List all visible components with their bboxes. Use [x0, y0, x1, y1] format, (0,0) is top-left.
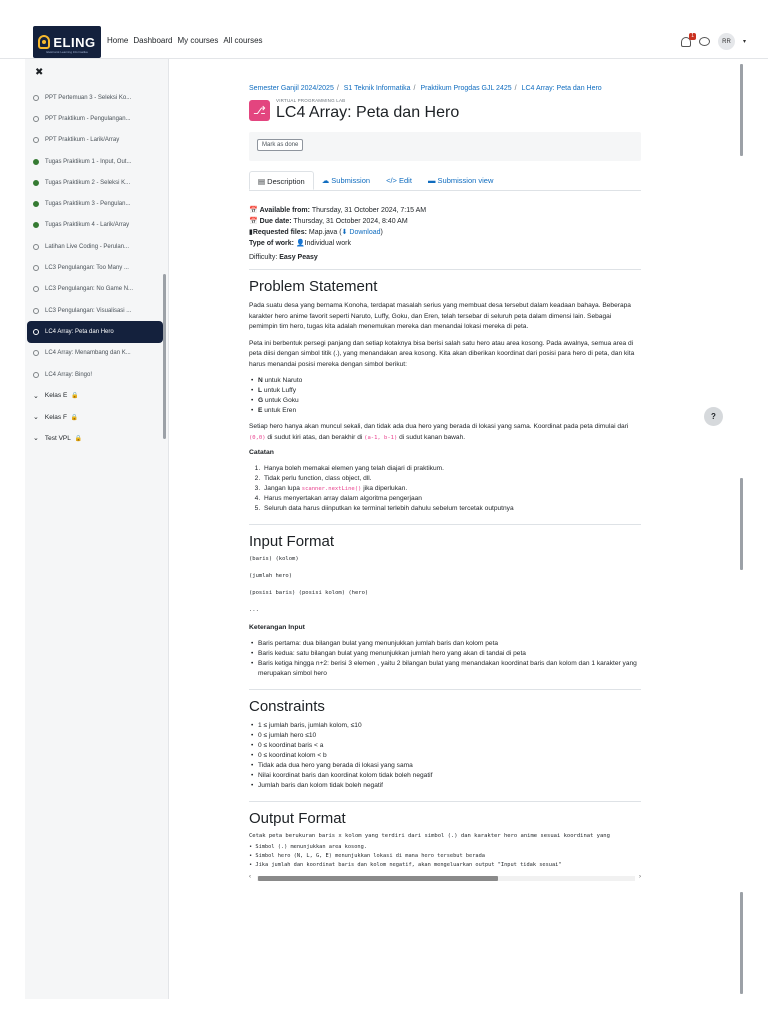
breadcrumb: Semester Ganjil 2024/2025 / S1 Teknik Informatika / Praktikum Progdas GJL 2425 / LC4 Array: Peta dan Hero	[249, 85, 602, 92]
sidebar-activity-item[interactable]	[25, 343, 165, 364]
incomplete-circle-icon	[33, 372, 39, 378]
calendar-icon: 📅	[249, 207, 260, 214]
input-notes-list	[249, 639, 641, 679]
sidebar-item-label: LC4 Array: Menambang dan K...	[45, 350, 131, 357]
page-scrollbar[interactable]	[740, 64, 743, 994]
incomplete-circle-icon	[33, 244, 39, 250]
calendar-check-icon: 📅	[249, 218, 260, 225]
constraint-item: • 1 ≤ jumlah baris, jumlah kolom, ≤10	[249, 721, 641, 731]
lock-icon: 🔒	[74, 435, 83, 442]
output-note-item: • Jika jumlah dan koordinat baris dan kolom negatif, akan mengeluarkan output "Input tidak sesuai"	[249, 862, 562, 868]
download-link[interactable]: ⬇ Download	[341, 229, 381, 236]
hero-symbol-item: • L untuk Luffy	[249, 386, 641, 396]
logo-text: ELING	[53, 34, 96, 50]
hero-symbol-item: • G untuk Goku	[249, 396, 641, 406]
tab-description-label: Description	[267, 177, 305, 186]
output-description: Cetak peta berukuran baris x kolom yang terdiri dari simbol (.) dan karakter hero anime sesuai koordinat yang	[249, 833, 610, 839]
available-from-row: 📅 Available from: Thursday, 31 October 2024, 7:15 AM	[249, 207, 427, 214]
chevron-down-icon[interactable]: ⌄	[33, 435, 39, 443]
incomplete-circle-icon	[33, 350, 39, 356]
tab-submission-view-label: Submission view	[437, 176, 494, 185]
sidebar-activity-item[interactable]	[27, 321, 163, 342]
completion-area	[249, 132, 641, 161]
input-line: ...	[249, 607, 259, 613]
primary-navigation	[107, 36, 263, 45]
sidebar-item-label: LC4 Array: Peta dan Hero	[45, 328, 114, 335]
sidebar-item-label: LC3 Pengulangan: Visualisasi ...	[45, 307, 132, 314]
hero-symbol-item: • N untuk Naruto	[249, 376, 641, 386]
sidebar-activity-item[interactable]	[25, 257, 165, 278]
incomplete-circle-icon	[33, 286, 39, 292]
breadcrumb-activity[interactable]: LC4 Array: Peta dan Hero	[521, 85, 602, 92]
course-index-list	[25, 87, 165, 449]
sidebar-activity-item[interactable]	[25, 215, 165, 236]
incomplete-circle-icon	[33, 95, 39, 101]
close-drawer-icon[interactable]: ✖	[35, 67, 44, 78]
input-note-item: • Baris ketiga hingga n+2: berisi 3 elemen , yaitu 2 bilangan bulat yang menandakan koordinat baris dan kolom dan 1 karakter yang merupakan simbol hero	[249, 659, 641, 679]
sidebar-section-label: Test VPL	[44, 434, 71, 442]
tab-edit[interactable]	[378, 171, 420, 190]
user-avatar[interactable]: RR	[718, 33, 735, 50]
course-index-drawer	[25, 59, 169, 999]
notification-bell-icon[interactable]	[681, 32, 694, 47]
nav-home[interactable]: Home	[107, 36, 129, 45]
note-item: 2. Tidak perlu function, class object, dll.	[262, 474, 641, 484]
activity-info	[249, 205, 641, 249]
constraint-item: • Tidak ada dua hero yang berada di lokasi yang sama	[249, 761, 641, 771]
download-icon: ⬇	[341, 229, 350, 236]
sidebar-activity-item[interactable]	[25, 108, 165, 129]
description-icon: ▤	[258, 177, 268, 186]
cloud-upload-icon: ☁	[321, 176, 332, 185]
tab-submission-view[interactable]	[420, 171, 501, 190]
sidebar-section-label: Kelas F	[44, 413, 67, 421]
hero-symbol-list	[249, 376, 641, 416]
input-line: (jumlah hero)	[249, 573, 293, 579]
sidebar-activity-item[interactable]	[25, 364, 165, 385]
nav-dashboard[interactable]: Dashboard	[133, 36, 173, 45]
sidebar-item-label: LC3 Pengulangan: No Game N...	[45, 286, 134, 293]
type-of-work-row: Type of work: 👤Individual work	[249, 240, 351, 247]
breadcrumb-semester[interactable]: Semester Ganjil 2024/2025	[249, 85, 334, 92]
output-note-item: • Simbol (.) menunjukkan area kosong.	[249, 844, 367, 850]
constraints-heading: Constraints	[249, 698, 325, 715]
incomplete-circle-icon	[33, 308, 39, 314]
sidebar-section[interactable]	[25, 406, 165, 427]
archive-icon: ▬	[427, 176, 438, 185]
input-notes-heading: Keterangan Input	[249, 624, 305, 631]
sidebar-activity-item[interactable]	[25, 193, 165, 214]
problem-paragraph-2: Peta ini berbentuk persegi panjang dan setiap kotaknya bisa berisi salah satu hero atau area kosong. Pada awalnya, semua area di peta diisi dengan simbol titik (.), yang menandakan area kosong. Kita akan diberikan koordinat dari posisi para hero di peta, dan kita harus menandai posisi mereka dengan simbol berikut:	[249, 339, 635, 368]
note-item: 3. Jangan lupa scanner.nextLine() jika diperlukan.	[262, 484, 641, 494]
main-content	[249, 85, 641, 883]
sidebar-item-label: PPT Praktikum - Pengulangan...	[45, 115, 131, 122]
note-item: 4. Harus menyertakan array dalam algoritma pengerjaan	[262, 494, 641, 504]
incomplete-circle-icon	[33, 265, 39, 271]
code-icon: </>	[386, 176, 399, 185]
notes-list	[262, 464, 641, 514]
help-button[interactable]: ?	[704, 407, 723, 426]
sidebar-section[interactable]	[25, 428, 165, 449]
input-format-heading: Input Format	[249, 533, 335, 550]
file-icon: ▮	[249, 229, 253, 236]
sidebar-activity-item[interactable]	[25, 172, 165, 193]
sidebar-activity-item[interactable]	[25, 279, 165, 300]
nav-all-courses[interactable]: All courses	[223, 36, 263, 45]
sidebar-section-label: Kelas E	[44, 392, 68, 400]
logo-subtitle: Elektronik Learning Informatika	[46, 50, 88, 54]
constraint-item: • Jumlah baris dan kolom tidak boleh negatif	[249, 781, 641, 791]
user-menu-chevron-down-icon[interactable]: ▾	[742, 39, 746, 45]
user-nav	[681, 33, 746, 50]
messages-icon[interactable]	[699, 37, 710, 46]
note-item: 5. Seluruh data harus diinputkan ke terminal terlebih dahulu sebelum tercetak outputnya	[262, 504, 641, 514]
output-notes	[249, 843, 641, 870]
vpl-activity-icon: ⎇	[249, 100, 270, 121]
breadcrumb-program[interactable]: S1 Teknik Informatika	[343, 85, 411, 92]
incomplete-circle-icon	[33, 329, 39, 335]
sidebar-activity-item[interactable]	[25, 236, 165, 257]
input-line: (posisi baris) (posisi kolom) (hero)	[249, 590, 369, 596]
incomplete-circle-icon	[33, 116, 39, 122]
requested-files-row: ▮Requested files: Map.java (⬇ Download)	[249, 229, 383, 236]
input-note-item: • Baris pertama: dua bilangan bulat yang menunjukkan jumlah baris dan kolom peta	[249, 639, 641, 649]
sidebar-activity-item[interactable]	[25, 87, 165, 108]
note-item: 1. Hanya boleh memakai elemen yang telah diajari di praktikum.	[262, 464, 641, 474]
chevron-down-icon[interactable]: ⌄	[33, 414, 39, 422]
completed-dot-icon	[33, 222, 39, 228]
sidebar-item-label: Tugas Praktikum 1 - Input, Out...	[45, 158, 132, 165]
scrollbar-thumb[interactable]	[258, 876, 498, 881]
activity-type-label: VIRTUAL PROGRAMMING LAB	[276, 98, 346, 103]
lightbulb-icon	[38, 35, 50, 49]
notes-heading: Catatan	[249, 449, 274, 456]
sidebar-item-label: Tugas Praktikum 4 - Larik/Array	[45, 222, 130, 229]
problem-paragraph-3: Setiap hero hanya akan muncul sekali, dan tidak ada dua hero yang berada di lokasi yang sama. Koordinat pada peta dimulai dari (0,0) di sudut kiri atas, dan berakhir di (a-1, b-1) di sudut kanan bawah.	[249, 423, 629, 441]
activity-header	[249, 98, 641, 122]
sidebar-item-label: Latihan Live Coding - Perulan...	[45, 243, 130, 250]
completed-dot-icon	[33, 159, 39, 165]
sidebar-section[interactable]	[25, 385, 165, 406]
tab-submission[interactable]	[314, 171, 378, 190]
completed-dot-icon	[33, 201, 39, 207]
scroll-right-arrow-icon[interactable]: ›	[639, 874, 641, 880]
sidebar-item-label: PPT Pertemuan 3 - Seleksi Ko...	[45, 94, 132, 101]
mark-as-done-button[interactable]: Mark as done	[257, 139, 303, 151]
scroll-left-arrow-icon[interactable]: ‹	[249, 874, 251, 880]
nav-my-courses[interactable]: My courses	[177, 36, 219, 45]
due-date-row: 📅 Due date: Thursday, 31 October 2024, 8:40 AM	[249, 218, 408, 225]
sidebar-item-label: LC3 Pengulangan: Too Many ...	[45, 265, 129, 272]
tab-description[interactable]	[249, 171, 314, 190]
sidebar-item-label: LC4 Array: Bingo!	[45, 371, 93, 378]
problem-statement-heading: Problem Statement	[249, 278, 378, 295]
page-title: LC4 Array: Peta dan Hero	[276, 104, 460, 121]
output-format-heading: Output Format	[249, 810, 346, 827]
problem-paragraph-1: Pada suatu desa yang bernama Konoha, terdapat masalah serius yang membuat desa tersebut dalam keadaan bahaya. Beberapa karakter hero anime favorit seperti Naruto, Luffy, Goku, dan Eren, telah tersebar di seluruh peta dalam dimensi lain. Sebagai pemimpin tim hero, tugas kita adalah menemukan mereka dan menandai lokasi mereka di peta.	[249, 302, 631, 330]
user-icon: 👤	[295, 240, 305, 247]
lock-icon: 🔒	[70, 414, 79, 421]
activity-tabs	[249, 171, 641, 191]
horizontal-scrollbar[interactable]	[249, 874, 641, 883]
tab-edit-label: Edit	[399, 176, 412, 185]
input-note-item: • Baris kedua: satu bilangan bulat yang menunjukkan jumlah hero yang akan di tandai di peta	[249, 649, 641, 659]
tab-submission-label: Submission	[331, 176, 371, 185]
constraint-item: • 0 ≤ jumlah hero ≤10	[249, 731, 641, 741]
top-navbar	[0, 0, 768, 59]
constraints-list	[249, 721, 641, 791]
chevron-down-icon[interactable]: ⌄	[33, 392, 39, 400]
constraint-item: • Nilai koordinat baris dan koordinat kolom tidak boleh negatif	[249, 771, 641, 781]
lock-icon: 🔒	[71, 393, 79, 400]
difficulty-row: Difficulty: Easy Peasy	[249, 254, 641, 270]
sidebar-item-label: PPT Praktikum - Larik/Array	[45, 137, 120, 144]
notification-count-badge: 1	[691, 32, 694, 39]
completed-dot-icon	[33, 180, 39, 186]
sidebar-item-label: Tugas Praktikum 2 - Seleksi K...	[45, 179, 131, 186]
sidebar-activity-item[interactable]	[25, 300, 165, 321]
input-line: (baris) (kolom)	[249, 556, 299, 562]
sidebar-activity-item[interactable]	[25, 130, 165, 151]
output-note-item: • Simbol hero (N, L, G, E) menunjukkan lokasi di mana hero tersebut berada	[249, 853, 485, 859]
site-logo[interactable]	[33, 26, 101, 58]
sidebar-item-label: Tugas Praktikum 3 - Pengulan...	[45, 201, 131, 208]
hero-symbol-item: • E untuk Eren	[249, 406, 641, 416]
constraint-item: • 0 ≤ koordinat baris < a	[249, 741, 641, 751]
sidebar-scrollbar[interactable]	[163, 274, 166, 439]
sidebar-activity-item[interactable]	[25, 151, 165, 172]
incomplete-circle-icon	[33, 137, 39, 143]
breadcrumb-course[interactable]: Praktikum Progdas GJL 2425	[420, 85, 512, 92]
constraint-item: • 0 ≤ koordinat kolom < b	[249, 751, 641, 761]
